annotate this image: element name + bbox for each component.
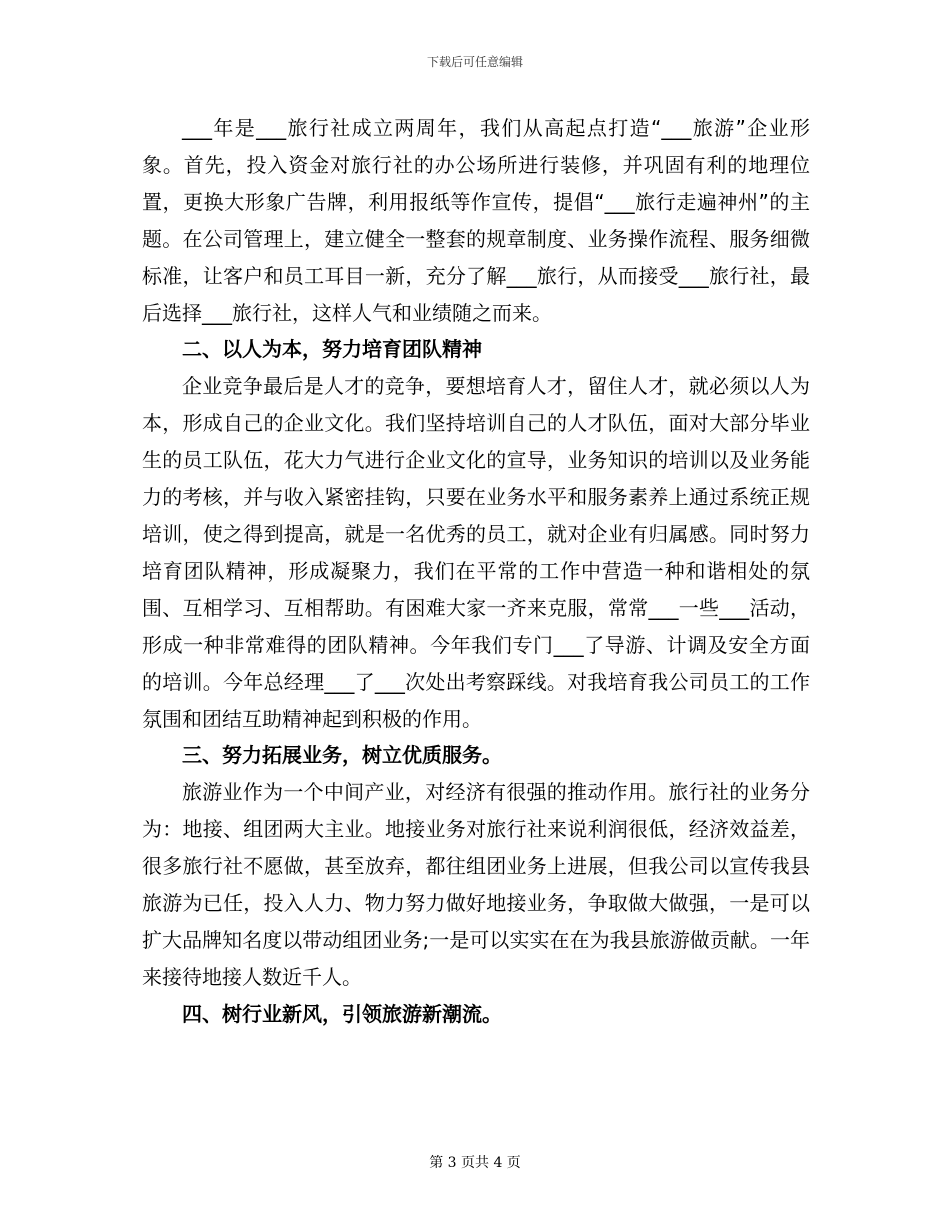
section-heading-4: 四、树行业新风，引领旅游新潮流。 — [182, 1001, 502, 1026]
section-heading-2: 二、以人为本，努力培育团队精神 — [182, 337, 482, 362]
paragraph-3: 旅游业作为一个中间产业，对经济有很强的推动作用。旅行社的业务分为：地接、组团两大主业。地接业务对旅行社来说利润很低，经济效益差，很多旅行社不愿做，甚至放弃，都往组团业务上进展，但我公司以宣传我县旅游为已任，投入人力、物力努力做好地接业务，争取做大做强，一是可以扩大品牌知名度以带动组团业务;一是可以实实在在为我县旅游做贡献。一年来接待地接人数近千人。 — [142, 780, 810, 989]
paragraph-1: ___年是___旅行社成立两周年，我们从高起点打造“___旅游”企业形象。首先，投入资金对旅行社的办公场所进行装修，并巩固有利的地理位置，更换大形象广告牌，利用报纸等作宣传，提倡“___旅行走遍神州”的主题。在公司管理上，建立健全一整套的规章制度、业务操作流程、服务细微标准，让客户和员工耳目一新，充分了解___旅行，从而接受___旅行社，最后选择___旅行社，这样人气和业绩随之而来。 — [142, 116, 810, 325]
document-body — [142, 110, 810, 1033]
page-footer: 第 3 页共 4 页 — [429, 1155, 521, 1171]
section-heading-3: 三、努力拓展业务，树立优质服务。 — [182, 743, 502, 768]
page-header: 下载后可任意编辑 — [426, 55, 523, 69]
paragraph-2: 企业竞争最后是人才的竞争，要想培育人才，留住人才，就必须以人为本，形成自己的企业文化。我们坚持培训自己的人才队伍，面对大部分毕业生的员工队伍，花大力气进行企业文化的宣导，业务知识的培训以及业务能力的考核，并与收入紧密挂钩，只要在业务水平和服务素养上通过系统正规培训，使之得到提高，就是一名优秀的员工，就对企业有归属感。同时努力培育团队精神，形成凝聚力，我们在平常的工作中营造一种和谐相处的氛围、互相学习、互相帮助。有困难大家一齐来克服，常常___一些___活动，形成一种非常难得的团队精神。今年我们专门___了导游、计调及安全方面的培训。今年总经理___了___次处出考察踩线。对我培育我公司员工的工作氛围和团结互助精神起到积极的作用。 — [142, 374, 810, 731]
